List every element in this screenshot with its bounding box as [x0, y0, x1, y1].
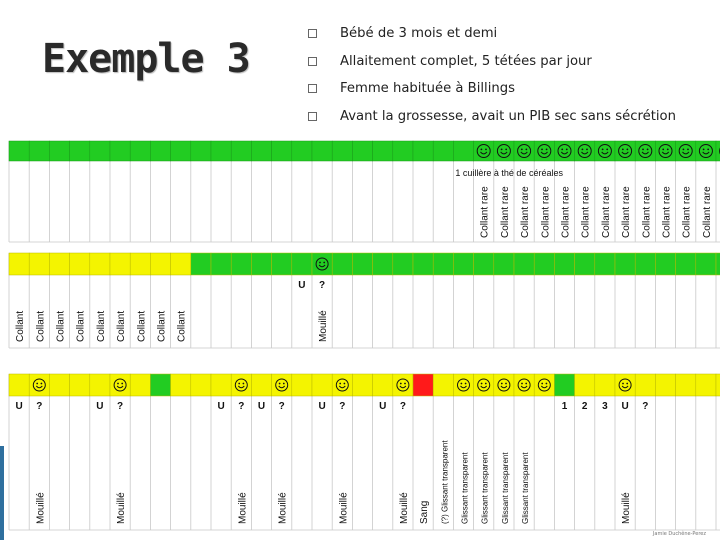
chart-cell — [70, 374, 90, 396]
chart-sign: U — [298, 280, 306, 291]
chart-cell — [514, 253, 534, 275]
slide-title: Exemple 3 — [42, 36, 250, 82]
chart-label: Mouillé — [338, 492, 350, 524]
chart-cell — [312, 374, 332, 396]
chart-sign: 2 — [581, 401, 588, 412]
chart-cell — [534, 253, 554, 275]
chart-label: Collant — [95, 310, 107, 342]
chart-cell — [9, 374, 29, 396]
chart-cell — [696, 253, 716, 275]
chart-label: Mouillé — [35, 492, 47, 524]
chart-cell — [615, 253, 635, 275]
chart-cell — [514, 374, 534, 396]
chart-cell — [312, 253, 332, 275]
chart-cell — [413, 253, 433, 275]
chart-cell — [49, 141, 69, 161]
chart-cell — [676, 374, 696, 396]
chart-label: Collant — [116, 310, 128, 342]
chart-label: Collant — [136, 310, 148, 342]
chart-sign: ? — [642, 401, 649, 412]
chart-label: Mouillé — [277, 492, 289, 524]
chart-cell — [393, 141, 413, 161]
chart-cell — [433, 374, 453, 396]
credit-text: Jamie Duchêne-Perez — [652, 531, 706, 537]
chart-cell — [171, 253, 191, 275]
chart-sign: U — [257, 401, 266, 412]
chart-cell — [130, 141, 150, 161]
chart-cell — [231, 374, 251, 396]
chart-cell — [352, 253, 372, 275]
chart-label: Collant rare — [621, 186, 633, 238]
chart-cell — [635, 374, 655, 396]
chart-cell — [150, 374, 170, 396]
chart-cell — [292, 374, 312, 396]
chart-label: Collant rare — [580, 186, 592, 238]
chart-cell — [231, 141, 251, 161]
chart-label: Glissant transparent — [521, 452, 531, 524]
chart-cell — [150, 141, 170, 161]
chart-cell — [251, 141, 271, 161]
chart-cell — [231, 253, 251, 275]
chart-cell — [332, 141, 352, 161]
chart-cell — [453, 374, 473, 396]
chart-cell — [696, 374, 716, 396]
chart-cell — [676, 253, 696, 275]
chart-label: Collant — [156, 310, 168, 342]
chart-label: Collant rare — [681, 186, 693, 238]
chart-cell — [716, 253, 720, 275]
chart-cell — [312, 141, 332, 161]
chart-label: Mouillé — [318, 310, 330, 342]
bullet-item: Femme habituée à Billings — [308, 75, 676, 103]
chart-label: Collant — [35, 310, 47, 342]
chart-label: Collant — [75, 310, 87, 342]
chart-cell — [171, 141, 191, 161]
chart-cell — [49, 374, 69, 396]
chart-cell — [433, 253, 453, 275]
chart-cell — [595, 374, 615, 396]
chart-sign: 1 — [561, 401, 568, 412]
chart-cell — [393, 374, 413, 396]
chart-cell — [534, 374, 554, 396]
chart-cell — [70, 141, 90, 161]
chart-cell — [352, 141, 372, 161]
chart-cell — [211, 141, 231, 161]
chart-label: Glissant transparent — [480, 452, 490, 524]
chart-cell — [292, 253, 312, 275]
chart-label: Collant — [55, 310, 67, 342]
chart-cell — [373, 141, 393, 161]
chart-cell — [655, 374, 675, 396]
chart-cell — [171, 374, 191, 396]
chart-cell — [272, 253, 292, 275]
chart-sign: U — [15, 401, 23, 412]
chart-sign: ? — [36, 401, 43, 412]
chart-label: Collant rare — [520, 186, 532, 238]
chart-label: Collant rare — [560, 186, 572, 238]
chart-label: Glissant transparent — [500, 452, 510, 524]
chart-cell — [150, 253, 170, 275]
chart-sign: ? — [278, 401, 285, 412]
chart-cell — [29, 141, 49, 161]
chart-cell — [130, 253, 150, 275]
chart-cell — [433, 141, 453, 161]
chart-cell — [615, 374, 635, 396]
chart-cell — [70, 253, 90, 275]
chart-cell — [453, 141, 473, 161]
chart-cell — [110, 253, 130, 275]
chart-cell — [494, 253, 514, 275]
chart-label: Collant rare — [661, 186, 673, 238]
bullet-item: Avant la grossesse, avait un PIB sec sans sécrétion — [308, 103, 676, 131]
chart-label: Mouillé — [621, 492, 633, 524]
chart-cell — [110, 374, 130, 396]
chart-label: Collant rare — [600, 186, 612, 238]
chart-cell — [554, 374, 574, 396]
chart-note: 1 cuillère à thé de céréales — [455, 168, 563, 178]
chart-label: Mouillé — [237, 492, 249, 524]
chart-sign: ? — [399, 401, 406, 412]
chart-sign: U — [621, 401, 629, 412]
chart-cell — [595, 253, 615, 275]
chart-cell — [373, 253, 393, 275]
chart-label: Collant rare — [701, 186, 713, 238]
chart-label: Mouillé — [116, 492, 128, 524]
chart-cell — [332, 253, 352, 275]
chart-sign: U — [96, 401, 104, 412]
chart-cell — [9, 141, 29, 161]
chart-cell — [292, 141, 312, 161]
chart-label: (?) Glissant transparent — [440, 440, 450, 524]
chart-cell — [29, 374, 49, 396]
chart-cell — [130, 374, 150, 396]
chart-label: Collant rare — [479, 186, 491, 238]
chart-cell — [90, 374, 110, 396]
chart-sign: 3 — [602, 401, 608, 412]
chart-label: Glissant transparent — [460, 452, 470, 524]
chart-cell — [635, 253, 655, 275]
chart-label: Collant — [176, 310, 188, 342]
chart-cell — [272, 141, 292, 161]
chart-cell — [251, 374, 271, 396]
chart-cell — [655, 253, 675, 275]
chart-label: Collant — [15, 310, 27, 342]
chart-cell — [554, 253, 574, 275]
chart-label: Collant rare — [641, 186, 653, 238]
chart-cell — [110, 141, 130, 161]
chart-cell — [29, 253, 49, 275]
slide-accent-bar — [0, 446, 4, 540]
chart-sign: U — [379, 401, 387, 412]
chart-cell — [272, 374, 292, 396]
chart-cell — [251, 253, 271, 275]
chart-sign: ? — [117, 401, 124, 412]
chart-sign: U — [318, 401, 326, 412]
chart-cell — [716, 374, 720, 396]
bullet-item: Allaitement complet, 5 tétées par jour — [308, 48, 676, 76]
chart-cell — [474, 374, 494, 396]
chart-sign: U — [217, 401, 225, 412]
chart-cell — [575, 253, 595, 275]
chart-cell — [373, 374, 393, 396]
chart-cell — [90, 253, 110, 275]
chart-cell — [211, 253, 231, 275]
chart-label: Collant rare — [499, 186, 511, 238]
chart-cell — [453, 253, 473, 275]
chart-cell — [191, 253, 211, 275]
chart-cell — [191, 374, 211, 396]
chart-label: Mouillé — [398, 492, 410, 524]
chart-sign: ? — [339, 401, 346, 412]
chart-sign: ? — [238, 401, 245, 412]
chart-sign: ? — [319, 280, 326, 291]
chart-cell — [211, 374, 231, 396]
chart-cell — [49, 253, 69, 275]
chart-cell — [413, 374, 433, 396]
chart-cell — [332, 374, 352, 396]
chart-cell — [575, 374, 595, 396]
chart-cell — [191, 141, 211, 161]
chart-label: Sang — [419, 500, 431, 524]
chart-cell — [494, 374, 514, 396]
chart-cell — [474, 253, 494, 275]
chart-cell — [352, 374, 372, 396]
chart-cell — [393, 253, 413, 275]
bullet-item: Bébé de 3 mois et demi — [308, 20, 676, 48]
chart-cell — [413, 141, 433, 161]
chart-cell — [90, 141, 110, 161]
chart-cell — [9, 253, 29, 275]
chart-label: Collant rare — [540, 186, 552, 238]
